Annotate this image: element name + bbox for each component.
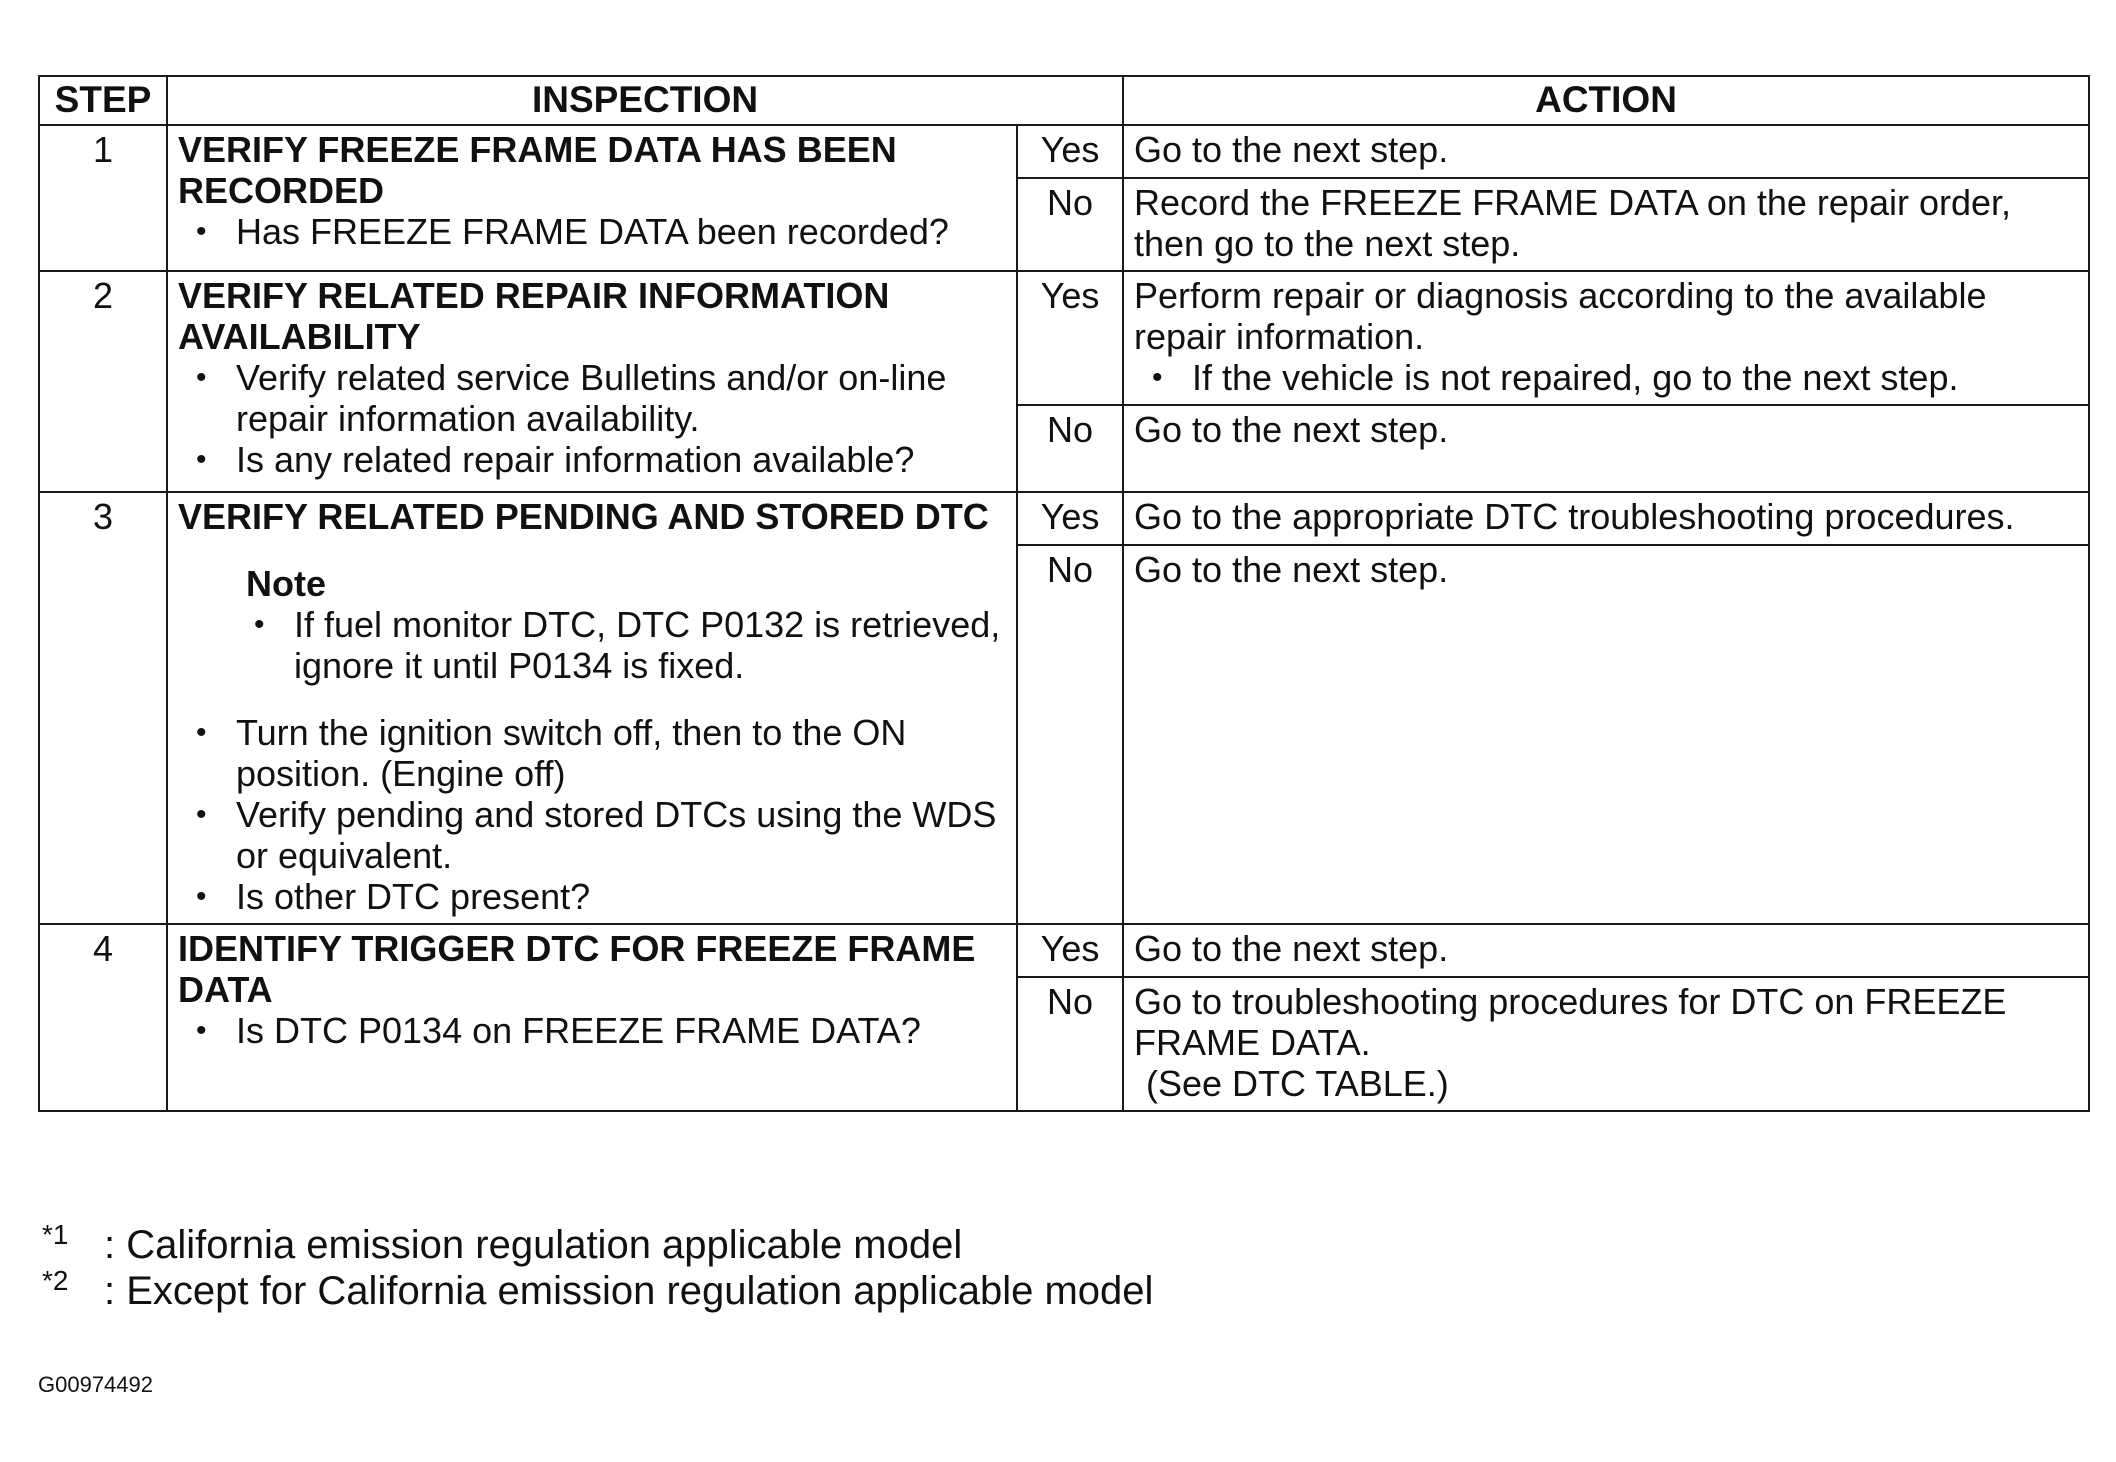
no-action-cell	[1123, 977, 2089, 1111]
footnote-mark: *2	[42, 1265, 69, 1296]
dtc-table-reference: (See DTC TABLE.)	[1146, 1063, 1449, 1104]
no-action: Go to the next step.	[1123, 405, 2089, 492]
figure-id: G00974492	[38, 1372, 153, 1397]
note-title: Note	[246, 563, 326, 604]
bullet-list	[178, 211, 1006, 252]
yes-action: Go to the next step.	[1123, 125, 2089, 178]
note-bullet-item: • If fuel monitor DTC, DTC P0132 is retrieved, ignore it until P0134 is fixed.	[246, 604, 1006, 686]
no-label: No	[1017, 545, 1123, 924]
diagnostic-table	[38, 75, 2090, 1112]
yes-label: Yes	[1017, 492, 1123, 545]
inspection-cell	[167, 271, 1017, 492]
note-block	[246, 563, 1006, 686]
no-label: No	[1017, 178, 1123, 271]
step-number: 4	[39, 924, 167, 1111]
bullet-list	[178, 1010, 1006, 1051]
footnote-text: : California emission regulation applicable model	[104, 1223, 963, 1267]
step-row	[39, 492, 2089, 545]
step-row	[39, 271, 2089, 405]
footnote	[42, 1265, 1154, 1314]
no-action: Go to the next step.	[1123, 545, 2089, 924]
action-bullet-item: • If the vehicle is not repaired, go to the next step.	[1134, 357, 2078, 398]
action-bullet-list	[1134, 357, 2078, 398]
yes-label: Yes	[1017, 271, 1123, 405]
bullet-item: • Verify pending and stored DTCs using the WDS or equivalent.	[178, 794, 1006, 876]
step-row	[39, 125, 2089, 178]
footnote	[42, 1219, 1153, 1268]
note-bullet-list	[246, 604, 1006, 686]
footnote-text: : Except for California emission regulation applicable model	[104, 1269, 1154, 1313]
bullet-list	[178, 712, 1006, 917]
yes-label: Yes	[1017, 125, 1123, 178]
header-step: STEP	[39, 76, 167, 125]
footnote-mark: *1	[42, 1219, 69, 1250]
inspection-cell	[167, 924, 1017, 1111]
yes-label: Yes	[1017, 924, 1123, 977]
step-title: VERIFY RELATED REPAIR INFORMATION AVAILABILITY	[178, 275, 890, 357]
diagnostic-procedure	[38, 75, 2088, 1112]
yes-action: Go to the next step.	[1123, 924, 2089, 977]
bullet-list	[178, 357, 1006, 480]
yes-action-cell	[1123, 271, 2089, 405]
step-title: IDENTIFY TRIGGER DTC FOR FREEZE FRAME DATA	[178, 928, 976, 1010]
bullet-item: • Has FREEZE FRAME DATA been recorded?	[178, 211, 1006, 252]
bullet-item: • Is DTC P0134 on FREEZE FRAME DATA?	[178, 1010, 1006, 1051]
step-number: 1	[39, 125, 167, 271]
bullet-item: • Is other DTC present?	[178, 876, 1006, 917]
header-inspection: INSPECTION	[167, 76, 1123, 125]
header-action: ACTION	[1123, 76, 2089, 125]
bullet-item: • Verify related service Bulletins and/or on-line repair information availability.	[178, 357, 1006, 439]
step-row	[39, 924, 2089, 977]
step-title: VERIFY RELATED PENDING AND STORED DTC	[178, 496, 989, 537]
inspection-cell	[167, 492, 1017, 924]
no-label: No	[1017, 977, 1123, 1111]
step-number: 3	[39, 492, 167, 924]
inspection-cell	[167, 125, 1017, 271]
no-label: No	[1017, 405, 1123, 492]
step-title: VERIFY FREEZE FRAME DATA HAS BEEN RECORDED	[178, 129, 897, 211]
no-action: Go to troubleshooting procedures for DTC on FREEZE FRAME DATA.	[1134, 981, 2007, 1063]
bullet-item: • Is any related repair information available?	[178, 439, 1006, 480]
header-row	[39, 76, 2089, 125]
step-number: 2	[39, 271, 167, 492]
bullet-item: • Turn the ignition switch off, then to the ON position. (Engine off)	[178, 712, 1006, 794]
footnotes	[42, 1219, 1154, 1314]
no-action: Record the FREEZE FRAME DATA on the repair order, then go to the next step.	[1123, 178, 2089, 271]
yes-action: Perform repair or diagnosis according to the available repair information.	[1134, 275, 1987, 357]
yes-action: Go to the appropriate DTC troubleshooting procedures.	[1123, 492, 2089, 545]
